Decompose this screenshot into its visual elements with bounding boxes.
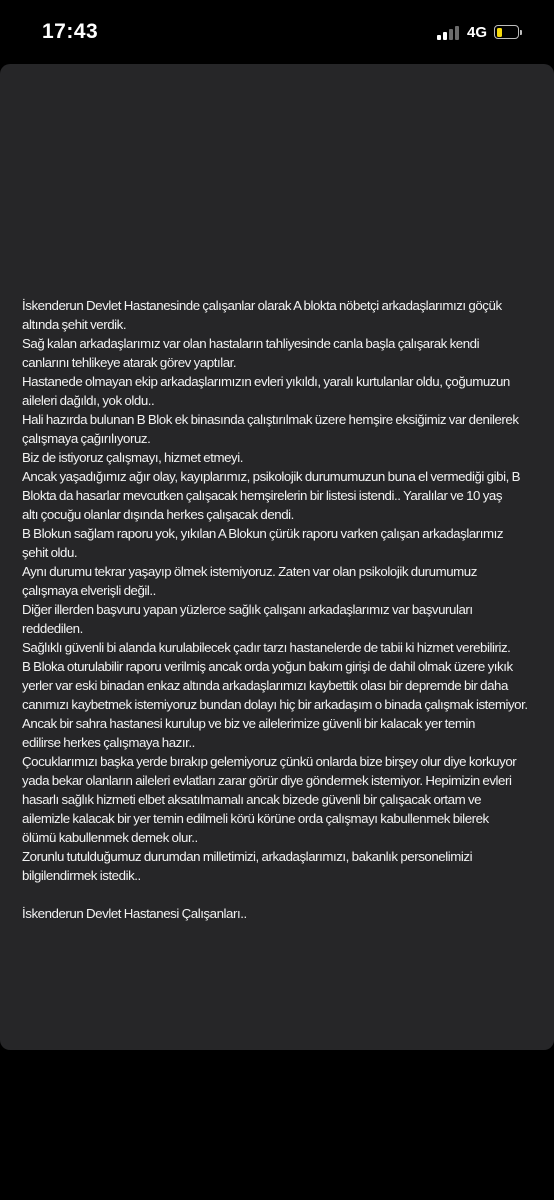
post-paragraph: B Bloka oturulabilir raporu verilmiş ancak orda yoğun bakım girişi de dahil olmak üzere yıkık yerler var eski binadan enkaz altında arkadaşlarımızı kaybettik olası bir depremde bir daha canımızı kaybetmek istemiyoruz bundan dolayı hiç bir arkadaşım o binada çalışmak istemiyor. xyxy=(22,659,528,712)
post-paragraph: Diğer illerden başvuru yapan yüzlerce sağlık çalışanı arkadaşlarımız var başvuruları reddedilen. xyxy=(22,602,473,636)
post-paragraph: Ancak bir sahra hastanesi kurulup ve biz ve ailelerimize güvenli bir kalacak yer temin edilirse herkes çalışmaya hazır.. xyxy=(22,716,475,750)
network-type: 4G xyxy=(467,24,488,41)
signal-bar xyxy=(443,32,447,40)
post-paragraph: Aynı durumu tekrar yaşayıp ölmek istemiyoruz. Zaten var olan psikolojik durumumuz çalışmaya elverişli değil.. xyxy=(22,564,477,598)
battery-icon xyxy=(494,25,523,40)
status-bar xyxy=(0,0,554,64)
post-paragraph: Ancak yaşadığımız ağır olay, kayıplarımız, psikolojik durumumuzun buna el vermediği gibi, B Blokta da hasarlar mevcutken çalışacak hemşirelerin bir listesi istendi.. Yaralılar ve 10 yaş altı çocuğu olanlar dışında herkes çalışacak dendi. xyxy=(22,469,520,522)
post-paragraph: Hali hazırda bulunan B Blok ek binasında çalıştırılmak üzere hemşire eksiğimiz var denilerek çalışmaya çağırılıyoruz. xyxy=(22,412,519,446)
battery-fill xyxy=(497,28,502,37)
post-paragraph: Biz de istiyoruz çalışmayı, hizmet etmeyi. xyxy=(22,450,243,465)
post-paragraph: Çocuklarımızı başka yerde bırakıp gelemiyoruz çünkü onlarda bize birşey olur diye korkuyor yada bekar olanların aileleri evlatları zarar görür diye göndermek istemiyor. Hepimizin evleri hasarlı sağlık hizmeti elbet aksatılmamalı ancak bizede güvenli bir çalışacak ortam ve ailemizle kalacak bir yer temin edilmeli körü körüne orda çalışmayı kabullenmek bilerek ölümü kabullenmek demek olur.. xyxy=(22,754,517,845)
post-paragraph: İskenderun Devlet Hastanesinde çalışanlar olarak A blokta nöbetçi arkadaşlarımızı göçük altında şehit verdik. xyxy=(22,298,502,332)
post-text xyxy=(22,296,552,923)
post-signature: İskenderun Devlet Hastanesi Çalışanları.. xyxy=(22,906,247,921)
post-paragraph: Sağlıklı güvenli bi alanda kurulabilecek çadır tarzı hastanelerde de tabii ki hizmet verebiliriz. xyxy=(22,640,511,655)
signal-bar xyxy=(455,26,459,40)
signal-bar xyxy=(449,29,453,40)
post-paragraph: Zorunlu tutulduğumuz durumdan milletimizi, arkadaşlarımızı, bakanlık personelimizi bilgilendirmek istedik.. xyxy=(22,849,473,883)
post-paragraph: Hastanede olmayan ekip arkadaşlarımızın evleri yıkıldı, yaralı kurtulanlar oldu, çoğumuzun aileleri dağıldı, yok oldu.. xyxy=(22,374,510,408)
story-post-card[interactable] xyxy=(0,64,554,1050)
status-time: 17:43 xyxy=(42,20,99,43)
post-paragraph: Sağ kalan arkadaşlarımız var olan hastaların tahliyesinde canla başla çalışarak kendi canlarını tehlikeye atarak görev yaptılar. xyxy=(22,336,480,370)
cellular-signal-icon xyxy=(437,26,463,40)
battery-tip xyxy=(520,30,522,35)
post-paragraph: B Blokun sağlam raporu yok, yıkılan A Blokun çürük raporu varken çalışan arkadaşlarımız şehit oldu. xyxy=(22,526,504,560)
paragraph-spacer xyxy=(22,885,552,904)
signal-bar xyxy=(437,35,441,40)
